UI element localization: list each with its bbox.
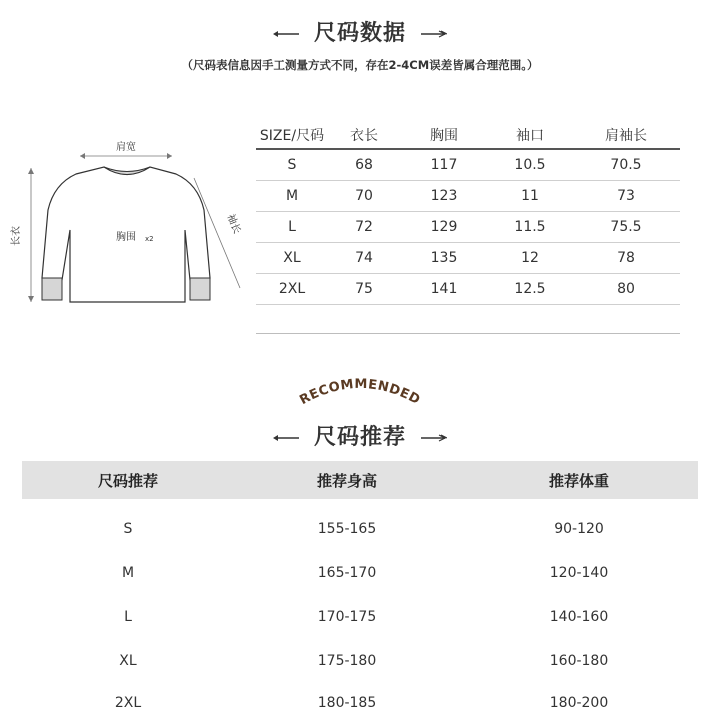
cuff-cell: 10.5 — [514, 157, 546, 173]
length-cell: 70 — [355, 188, 373, 204]
rec-size-cell: XL — [119, 653, 137, 669]
chest-cell: 141 — [430, 281, 458, 297]
rec-height-col-header: 推荐身高 — [316, 471, 377, 490]
rec-weight-cell: 120-140 — [549, 565, 609, 581]
rec-size-col-header: 尺码推荐 — [97, 471, 158, 490]
table-row — [256, 274, 680, 305]
size-col-header: SIZE/尺码 — [259, 128, 325, 144]
table-row — [22, 688, 698, 718]
left-arrow-decoration-icon — [273, 30, 301, 38]
svg-text:RECOMMENDED — [297, 377, 422, 408]
rec-weight-cell: 140-160 — [549, 609, 609, 625]
chest-col-header: 胸围 — [430, 128, 458, 144]
table-row — [256, 181, 680, 212]
length-label: 长衣 — [11, 226, 22, 246]
rec-height-cell: 165-170 — [317, 565, 377, 581]
size-chart-header-row — [256, 122, 680, 150]
sleeve-cell: 78 — [617, 250, 635, 266]
rec-size-cell: S — [123, 521, 133, 537]
rec-height-cell: 175-180 — [317, 653, 377, 669]
sweatshirt-diagram — [0, 130, 250, 320]
table-row — [256, 212, 680, 243]
rec-size-cell: L — [124, 609, 132, 625]
size-cell: 2XL — [278, 281, 306, 297]
table-row — [22, 558, 698, 588]
rec-height-cell: 180-185 — [317, 695, 377, 711]
right-arrow-decoration-icon — [419, 434, 447, 442]
cuff-cell: 12 — [521, 250, 539, 266]
length-cell: 74 — [355, 250, 373, 266]
rec-height-cell: 155-165 — [317, 521, 377, 537]
size-chart-title: 尺码数据 — [313, 21, 406, 46]
sleeve-cell: 73 — [617, 188, 635, 204]
rec-size-cell: M — [121, 565, 135, 581]
shoulder-label: 肩宽 — [116, 142, 136, 153]
table-row — [256, 243, 680, 274]
size-chart-heading — [0, 16, 720, 47]
sleeve-col-header: 肩袖长 — [605, 128, 647, 144]
size-chart-table — [256, 122, 680, 334]
chest-cell: 129 — [430, 219, 458, 235]
recommended-badge-text: RECOMMENDED — [297, 376, 423, 409]
cuff-cell: 11.5 — [514, 219, 546, 235]
left-cuff — [42, 278, 62, 300]
cuff-cell: 12.5 — [514, 281, 546, 297]
sleeve-cell: 75.5 — [610, 219, 642, 235]
recommend-heading — [0, 420, 720, 451]
rec-weight-cell: 90-120 — [554, 521, 604, 537]
left-arrow-decoration-icon — [273, 434, 301, 442]
rec-weight-cell: 180-200 — [549, 695, 609, 711]
measurement-note: （尺码表信息因手工测量方式不同，存在2-4CM误差皆属合理范围。） — [181, 58, 539, 72]
chest-label: 胸围 — [116, 232, 136, 243]
recommend-title: 尺码推荐 — [313, 425, 406, 450]
size-cell: S — [287, 157, 297, 173]
rec-size-cell: 2XL — [114, 695, 142, 711]
length-cell: 75 — [355, 281, 373, 297]
size-cell: M — [285, 188, 299, 204]
right-arrow-decoration-icon — [419, 30, 447, 38]
table-row — [22, 514, 698, 544]
sleeve-label: 袖长 — [224, 212, 243, 236]
length-cell: 68 — [355, 157, 373, 173]
table-row — [256, 150, 680, 181]
chest-multiplier: x2 — [145, 235, 154, 243]
table-spacer-row — [256, 305, 680, 334]
table-row — [22, 646, 698, 676]
rec-weight-cell: 160-180 — [549, 653, 609, 669]
chest-cell: 117 — [430, 157, 458, 173]
length-cell: 72 — [355, 219, 373, 235]
size-cell: XL — [283, 250, 301, 266]
chest-cell: 123 — [430, 188, 458, 204]
table-row — [22, 602, 698, 632]
right-cuff — [190, 278, 210, 300]
rec-weight-col-header: 推荐体重 — [548, 471, 609, 490]
cuff-cell: 11 — [521, 188, 539, 204]
sleeve-cell: 80 — [617, 281, 635, 297]
cuff-col-header: 袖口 — [516, 128, 544, 144]
recommended-badge — [280, 364, 440, 416]
chest-cell: 135 — [430, 250, 458, 266]
sleeve-cell: 70.5 — [610, 157, 642, 173]
rec-height-cell: 170-175 — [317, 609, 377, 625]
length-col-header: 衣长 — [350, 128, 378, 144]
recommend-header-row — [22, 461, 698, 499]
size-cell: L — [288, 219, 296, 235]
